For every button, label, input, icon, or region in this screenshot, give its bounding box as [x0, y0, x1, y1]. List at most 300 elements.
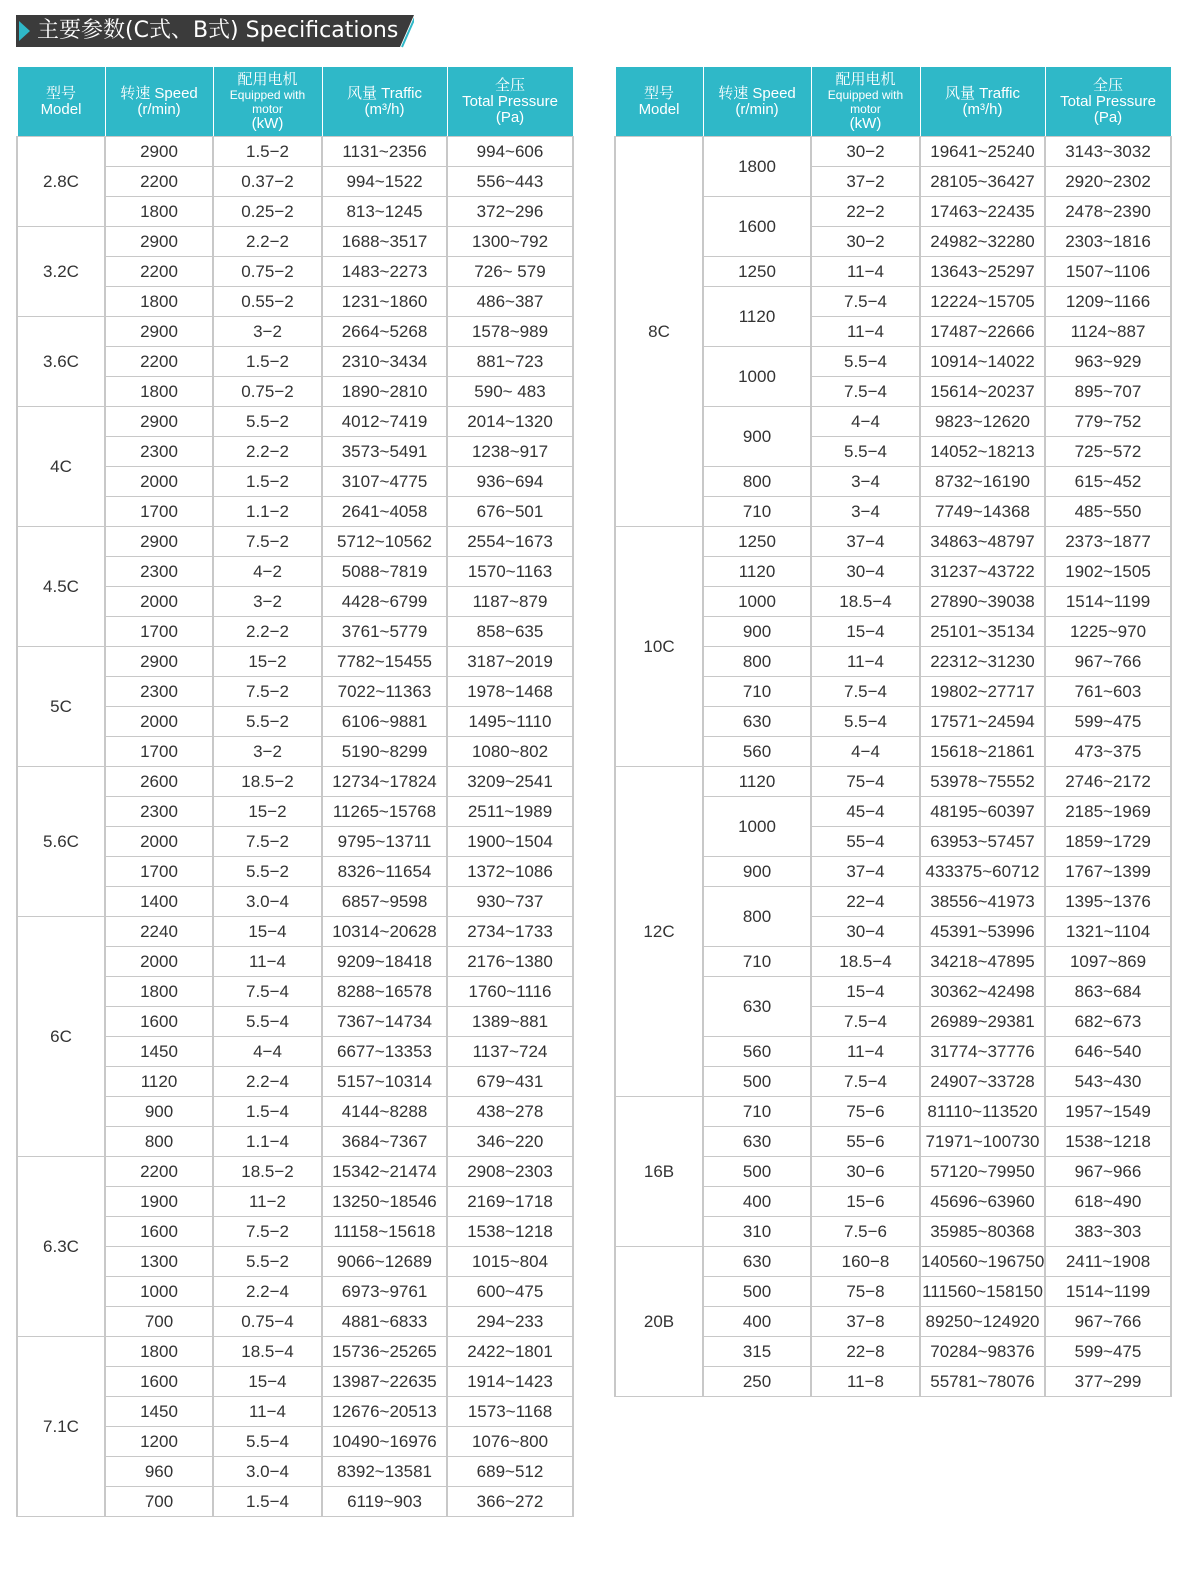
motor-cell: 0.25−2 — [213, 197, 322, 227]
motor-cell: 30−4 — [811, 557, 920, 587]
traffic-cell: 19641~25240 — [920, 137, 1045, 167]
pressure-cell: 1957~1549 — [1045, 1097, 1171, 1127]
traffic-cell: 7022~11363 — [322, 677, 447, 707]
motor-cell: 30−4 — [811, 917, 920, 947]
traffic-cell: 4881~6833 — [322, 1307, 447, 1337]
motor-cell: 45−4 — [811, 797, 920, 827]
speed-cell: 1120 — [105, 1067, 213, 1097]
traffic-cell: 2664~5268 — [322, 317, 447, 347]
speed-cell: 400 — [703, 1307, 811, 1337]
speed-cell: 560 — [703, 737, 811, 767]
traffic-cell: 11265~15768 — [322, 797, 447, 827]
traffic-cell: 1483~2273 — [322, 257, 447, 287]
traffic-cell: 7782~15455 — [322, 647, 447, 677]
pressure-cell: 1578~989 — [447, 317, 573, 347]
motor-cell: 11−4 — [213, 947, 322, 977]
table-row — [17, 137, 573, 167]
pressure-cell: 3209~2541 — [447, 767, 573, 797]
pressure-cell: 600~475 — [447, 1277, 573, 1307]
traffic-cell: 53978~75552 — [920, 767, 1045, 797]
pressure-cell: 1767~1399 — [1045, 857, 1171, 887]
motor-cell: 7.5−4 — [811, 377, 920, 407]
col-pressure-header: 全压 Total Pressure (Pa) — [1045, 67, 1171, 137]
traffic-cell: 17571~24594 — [920, 707, 1045, 737]
pressure-cell: 543~430 — [1045, 1067, 1171, 1097]
traffic-cell: 1231~1860 — [322, 287, 447, 317]
traffic-cell: 6119~903 — [322, 1487, 447, 1517]
traffic-cell: 813~1245 — [322, 197, 447, 227]
pressure-cell: 967~966 — [1045, 1157, 1171, 1187]
speed-cell: 710 — [703, 497, 811, 527]
traffic-cell: 27890~39038 — [920, 587, 1045, 617]
pressure-cell: 967~766 — [1045, 647, 1171, 677]
pressure-cell: 2303~1816 — [1045, 227, 1171, 257]
pressure-cell: 1187~879 — [447, 587, 573, 617]
pressure-cell: 994~606 — [447, 137, 573, 167]
motor-cell: 15−2 — [213, 647, 322, 677]
motor-cell: 1.5−2 — [213, 137, 322, 167]
speed-cell: 1800 — [105, 977, 213, 1007]
traffic-cell: 140560~196750 — [920, 1247, 1045, 1277]
traffic-cell: 111560~158150 — [920, 1277, 1045, 1307]
motor-cell: 22−8 — [811, 1337, 920, 1367]
speed-cell: 1000 — [703, 797, 811, 857]
pressure-cell: 372~296 — [447, 197, 573, 227]
speed-cell: 2600 — [105, 767, 213, 797]
pressure-cell: 1372~1086 — [447, 857, 573, 887]
motor-cell: 7.5−2 — [213, 1217, 322, 1247]
model-cell: 6C — [17, 917, 105, 1157]
pressure-cell: 1900~1504 — [447, 827, 573, 857]
speed-cell: 1800 — [105, 377, 213, 407]
pressure-cell: 1538~1218 — [447, 1217, 573, 1247]
speed-cell: 2900 — [105, 647, 213, 677]
pressure-cell: 1507~1106 — [1045, 257, 1171, 287]
traffic-cell: 5190~8299 — [322, 737, 447, 767]
traffic-cell: 6973~9761 — [322, 1277, 447, 1307]
motor-cell: 0.75−4 — [213, 1307, 322, 1337]
motor-cell: 5.5−4 — [811, 347, 920, 377]
pressure-cell: 726~ 579 — [447, 257, 573, 287]
col-pressure-header: 全压 Total Pressure (Pa) — [447, 67, 573, 137]
traffic-cell: 3761~5779 — [322, 617, 447, 647]
model-cell: 12C — [615, 767, 703, 1097]
col-motor-header: 配用电机 Equipped with motor (kW) — [811, 67, 920, 137]
pressure-cell: 590~ 483 — [447, 377, 573, 407]
table-row — [615, 137, 1171, 167]
model-cell: 20B — [615, 1247, 703, 1397]
speed-cell: 800 — [703, 467, 811, 497]
traffic-cell: 55781~78076 — [920, 1367, 1045, 1397]
table-row — [17, 1157, 573, 1187]
traffic-cell: 7749~14368 — [920, 497, 1045, 527]
traffic-cell: 34863~48797 — [920, 527, 1045, 557]
traffic-cell: 24982~32280 — [920, 227, 1045, 257]
motor-cell: 3−2 — [213, 737, 322, 767]
traffic-cell: 5712~10562 — [322, 527, 447, 557]
traffic-cell: 5157~10314 — [322, 1067, 447, 1097]
pressure-cell: 3143~3032 — [1045, 137, 1171, 167]
speed-cell: 1120 — [703, 767, 811, 797]
traffic-cell: 30362~42498 — [920, 977, 1045, 1007]
pressure-cell: 618~490 — [1045, 1187, 1171, 1217]
spec-table-left — [16, 66, 574, 1517]
pressure-cell: 1389~881 — [447, 1007, 573, 1037]
traffic-cell: 48195~60397 — [920, 797, 1045, 827]
pressure-cell: 473~375 — [1045, 737, 1171, 767]
traffic-cell: 17463~22435 — [920, 197, 1045, 227]
motor-cell: 5.5−2 — [213, 407, 322, 437]
traffic-cell: 22312~31230 — [920, 647, 1045, 677]
speed-cell: 630 — [703, 707, 811, 737]
traffic-cell: 1131~2356 — [322, 137, 447, 167]
speed-cell: 2200 — [105, 347, 213, 377]
table-row — [615, 1247, 1171, 1277]
speed-cell: 315 — [703, 1337, 811, 1367]
table-row — [17, 407, 573, 437]
traffic-cell: 2641~4058 — [322, 497, 447, 527]
speed-cell: 1000 — [703, 347, 811, 407]
pressure-cell: 936~694 — [447, 467, 573, 497]
col-speed-header: 转速 Speed (r/min) — [703, 67, 811, 137]
pressure-cell: 1902~1505 — [1045, 557, 1171, 587]
traffic-cell: 9066~12689 — [322, 1247, 447, 1277]
table-row — [615, 1097, 1171, 1127]
pressure-cell: 2422~1801 — [447, 1337, 573, 1367]
speed-cell: 800 — [703, 887, 811, 947]
traffic-cell: 89250~124920 — [920, 1307, 1045, 1337]
speed-cell: 2200 — [105, 1157, 213, 1187]
speed-cell: 500 — [703, 1157, 811, 1187]
pressure-cell: 858~635 — [447, 617, 573, 647]
traffic-cell: 1688~3517 — [322, 227, 447, 257]
traffic-cell: 9823~12620 — [920, 407, 1045, 437]
pressure-cell: 485~550 — [1045, 497, 1171, 527]
pressure-cell: 2185~1969 — [1045, 797, 1171, 827]
speed-cell: 500 — [703, 1277, 811, 1307]
pressure-cell: 1015~804 — [447, 1247, 573, 1277]
spec-table-right-body — [615, 137, 1171, 1397]
model-cell: 5C — [17, 647, 105, 767]
model-cell: 4.5C — [17, 527, 105, 647]
table-row — [17, 527, 573, 557]
pressure-cell: 1914~1423 — [447, 1367, 573, 1397]
traffic-cell: 31774~37776 — [920, 1037, 1045, 1067]
pressure-cell: 1514~1199 — [1045, 587, 1171, 617]
speed-cell: 1000 — [105, 1277, 213, 1307]
pressure-cell: 599~475 — [1045, 1337, 1171, 1367]
model-cell: 16B — [615, 1097, 703, 1247]
model-cell: 3.2C — [17, 227, 105, 317]
pressure-cell: 1321~1104 — [1045, 917, 1171, 947]
pressure-cell: 1760~1116 — [447, 977, 573, 1007]
traffic-cell: 11158~15618 — [322, 1217, 447, 1247]
speed-cell: 2300 — [105, 557, 213, 587]
speed-cell: 1600 — [703, 197, 811, 257]
speed-cell: 1600 — [105, 1217, 213, 1247]
speed-cell: 2300 — [105, 797, 213, 827]
pressure-cell: 2411~1908 — [1045, 1247, 1171, 1277]
pressure-cell: 2511~1989 — [447, 797, 573, 827]
motor-cell: 1.5−4 — [213, 1487, 322, 1517]
traffic-cell: 35985~80368 — [920, 1217, 1045, 1247]
motor-cell: 11−4 — [811, 647, 920, 677]
table-row — [17, 647, 573, 677]
pressure-cell: 556~443 — [447, 167, 573, 197]
motor-cell: 7.5−4 — [811, 1007, 920, 1037]
pressure-cell: 2373~1877 — [1045, 527, 1171, 557]
speed-cell: 1250 — [703, 527, 811, 557]
pressure-cell: 1859~1729 — [1045, 827, 1171, 857]
model-cell: 5.6C — [17, 767, 105, 917]
motor-cell: 1.5−2 — [213, 347, 322, 377]
table-row — [17, 767, 573, 797]
speed-cell: 960 — [105, 1457, 213, 1487]
motor-cell: 75−4 — [811, 767, 920, 797]
motor-cell: 15−6 — [811, 1187, 920, 1217]
speed-cell: 1200 — [105, 1427, 213, 1457]
motor-cell: 11−4 — [213, 1397, 322, 1427]
motor-cell: 37−4 — [811, 527, 920, 557]
pressure-cell: 486~387 — [447, 287, 573, 317]
motor-cell: 11−4 — [811, 257, 920, 287]
speed-cell: 710 — [703, 677, 811, 707]
motor-cell: 37−4 — [811, 857, 920, 887]
model-cell: 7.1C — [17, 1337, 105, 1517]
pressure-cell: 930~737 — [447, 887, 573, 917]
traffic-cell: 13987~22635 — [322, 1367, 447, 1397]
section-heading — [16, 14, 414, 48]
traffic-cell: 7367~14734 — [322, 1007, 447, 1037]
col-traffic-header: 风量 Traffic (m³/h) — [322, 67, 447, 137]
speed-cell: 2000 — [105, 947, 213, 977]
pressure-cell: 2014~1320 — [447, 407, 573, 437]
motor-cell: 2.2−4 — [213, 1277, 322, 1307]
traffic-cell: 994~1522 — [322, 167, 447, 197]
motor-cell: 37−8 — [811, 1307, 920, 1337]
motor-cell: 160−8 — [811, 1247, 920, 1277]
table-row — [17, 1337, 573, 1367]
traffic-cell: 14052~18213 — [920, 437, 1045, 467]
heading-title: 主要参数(C式、B式) Specifications — [37, 18, 399, 43]
traffic-cell: 8326~11654 — [322, 857, 447, 887]
traffic-cell: 15614~20237 — [920, 377, 1045, 407]
pressure-cell: 881~723 — [447, 347, 573, 377]
speed-cell: 2900 — [105, 227, 213, 257]
pressure-cell: 2920~2302 — [1045, 167, 1171, 197]
motor-cell: 11−8 — [811, 1367, 920, 1397]
table-header-row — [17, 67, 573, 137]
speed-cell: 1120 — [703, 557, 811, 587]
traffic-cell: 1890~2810 — [322, 377, 447, 407]
motor-cell: 15−2 — [213, 797, 322, 827]
speed-cell: 2900 — [105, 407, 213, 437]
speed-cell: 700 — [105, 1307, 213, 1337]
motor-cell: 3.0−4 — [213, 887, 322, 917]
motor-cell: 5.5−4 — [213, 1007, 322, 1037]
speed-cell: 900 — [703, 407, 811, 467]
speed-cell: 1450 — [105, 1397, 213, 1427]
traffic-cell: 24907~33728 — [920, 1067, 1045, 1097]
motor-cell: 37−2 — [811, 167, 920, 197]
motor-cell: 5.5−4 — [213, 1427, 322, 1457]
traffic-cell: 25101~35134 — [920, 617, 1045, 647]
pressure-cell: 725~572 — [1045, 437, 1171, 467]
pressure-cell: 863~684 — [1045, 977, 1171, 1007]
motor-cell: 3.0−4 — [213, 1457, 322, 1487]
traffic-cell: 3107~4775 — [322, 467, 447, 497]
motor-cell: 0.75−2 — [213, 257, 322, 287]
pressure-cell: 294~233 — [447, 1307, 573, 1337]
speed-cell: 2000 — [105, 587, 213, 617]
model-cell: 6.3C — [17, 1157, 105, 1337]
traffic-cell: 4012~7419 — [322, 407, 447, 437]
motor-cell: 0.55−2 — [213, 287, 322, 317]
motor-cell: 5.5−2 — [213, 1247, 322, 1277]
pressure-cell: 599~475 — [1045, 707, 1171, 737]
traffic-cell: 31237~43722 — [920, 557, 1045, 587]
speed-cell: 250 — [703, 1367, 811, 1397]
model-cell: 2.8C — [17, 137, 105, 227]
speed-cell: 710 — [703, 947, 811, 977]
motor-cell: 5.5−4 — [811, 707, 920, 737]
col-traffic-header: 风量 Traffic (m³/h) — [920, 67, 1045, 137]
speed-cell: 1600 — [105, 1007, 213, 1037]
pressure-cell: 2169~1718 — [447, 1187, 573, 1217]
pressure-cell: 1097~869 — [1045, 947, 1171, 977]
traffic-cell: 433375~60712 — [920, 857, 1045, 887]
pressure-cell: 2478~2390 — [1045, 197, 1171, 227]
speed-cell: 560 — [703, 1037, 811, 1067]
speed-cell: 2200 — [105, 167, 213, 197]
motor-cell: 1.1−2 — [213, 497, 322, 527]
speed-cell: 2240 — [105, 917, 213, 947]
model-cell: 3.6C — [17, 317, 105, 407]
pressure-cell: 761~603 — [1045, 677, 1171, 707]
speed-cell: 1800 — [105, 1337, 213, 1367]
motor-cell: 4−4 — [811, 737, 920, 767]
traffic-cell: 6106~9881 — [322, 707, 447, 737]
motor-cell: 5.5−4 — [811, 437, 920, 467]
motor-cell: 30−6 — [811, 1157, 920, 1187]
pressure-cell: 2746~2172 — [1045, 767, 1171, 797]
speed-cell: 2300 — [105, 437, 213, 467]
traffic-cell: 63953~57457 — [920, 827, 1045, 857]
motor-cell: 5.5−2 — [213, 707, 322, 737]
traffic-cell: 10914~14022 — [920, 347, 1045, 377]
traffic-cell: 5088~7819 — [322, 557, 447, 587]
traffic-cell: 34218~47895 — [920, 947, 1045, 977]
traffic-cell: 70284~98376 — [920, 1337, 1045, 1367]
speed-cell: 630 — [703, 1127, 811, 1157]
motor-cell: 7.5−2 — [213, 677, 322, 707]
pressure-cell: 1080~802 — [447, 737, 573, 767]
traffic-cell: 9795~13711 — [322, 827, 447, 857]
speed-cell: 800 — [703, 647, 811, 677]
speed-cell: 2000 — [105, 827, 213, 857]
motor-cell: 4−2 — [213, 557, 322, 587]
pressure-cell: 615~452 — [1045, 467, 1171, 497]
motor-cell: 0.75−2 — [213, 377, 322, 407]
speed-cell: 1800 — [105, 197, 213, 227]
traffic-cell: 3684~7367 — [322, 1127, 447, 1157]
traffic-cell: 4428~6799 — [322, 587, 447, 617]
motor-cell: 30−2 — [811, 137, 920, 167]
model-cell: 4C — [17, 407, 105, 527]
speed-cell: 2900 — [105, 317, 213, 347]
motor-cell: 22−2 — [811, 197, 920, 227]
traffic-cell: 10490~16976 — [322, 1427, 447, 1457]
pressure-cell: 1137~724 — [447, 1037, 573, 1067]
motor-cell: 1.1−4 — [213, 1127, 322, 1157]
pressure-cell: 3187~2019 — [447, 647, 573, 677]
motor-cell: 15−4 — [213, 917, 322, 947]
speed-cell: 500 — [703, 1067, 811, 1097]
speed-cell: 1700 — [105, 497, 213, 527]
table-row — [615, 767, 1171, 797]
speed-cell: 1120 — [703, 287, 811, 347]
motor-cell: 3−2 — [213, 587, 322, 617]
speed-cell: 1800 — [703, 137, 811, 197]
speed-cell: 1700 — [105, 617, 213, 647]
motor-cell: 7.5−2 — [213, 527, 322, 557]
spec-table-left-body — [17, 137, 573, 1517]
pressure-cell: 438~278 — [447, 1097, 573, 1127]
pressure-cell: 779~752 — [1045, 407, 1171, 437]
motor-cell: 2.2−4 — [213, 1067, 322, 1097]
speed-cell: 1250 — [703, 257, 811, 287]
table-row — [17, 917, 573, 947]
traffic-cell: 28105~36427 — [920, 167, 1045, 197]
speed-cell: 2200 — [105, 257, 213, 287]
traffic-cell: 17487~22666 — [920, 317, 1045, 347]
speed-cell: 1800 — [105, 287, 213, 317]
motor-cell: 0.37−2 — [213, 167, 322, 197]
pressure-cell: 383~303 — [1045, 1217, 1171, 1247]
motor-cell: 4−4 — [811, 407, 920, 437]
traffic-cell: 3573~5491 — [322, 437, 447, 467]
motor-cell: 15−4 — [811, 617, 920, 647]
speed-cell: 700 — [105, 1487, 213, 1517]
pressure-cell: 1978~1468 — [447, 677, 573, 707]
motor-cell: 18.5−2 — [213, 767, 322, 797]
table-row — [17, 317, 573, 347]
speed-cell: 1000 — [703, 587, 811, 617]
speed-cell: 1900 — [105, 1187, 213, 1217]
motor-cell: 30−2 — [811, 227, 920, 257]
speed-cell: 630 — [703, 977, 811, 1037]
motor-cell: 3−2 — [213, 317, 322, 347]
traffic-cell: 45696~63960 — [920, 1187, 1045, 1217]
traffic-cell: 26989~29381 — [920, 1007, 1045, 1037]
motor-cell: 11−4 — [811, 1037, 920, 1067]
traffic-cell: 45391~53996 — [920, 917, 1045, 947]
model-cell: 8C — [615, 137, 703, 527]
speed-cell: 710 — [703, 1097, 811, 1127]
col-speed-header: 转速 Speed (r/min) — [105, 67, 213, 137]
traffic-cell: 38556~41973 — [920, 887, 1045, 917]
speed-cell: 2000 — [105, 467, 213, 497]
speed-cell: 1700 — [105, 857, 213, 887]
pressure-cell: 682~673 — [1045, 1007, 1171, 1037]
motor-cell: 4−4 — [213, 1037, 322, 1067]
traffic-cell: 2310~3434 — [322, 347, 447, 377]
traffic-cell: 12734~17824 — [322, 767, 447, 797]
speed-cell: 1300 — [105, 1247, 213, 1277]
pressure-cell: 1570~1163 — [447, 557, 573, 587]
model-cell: 10C — [615, 527, 703, 767]
motor-cell: 55−6 — [811, 1127, 920, 1157]
